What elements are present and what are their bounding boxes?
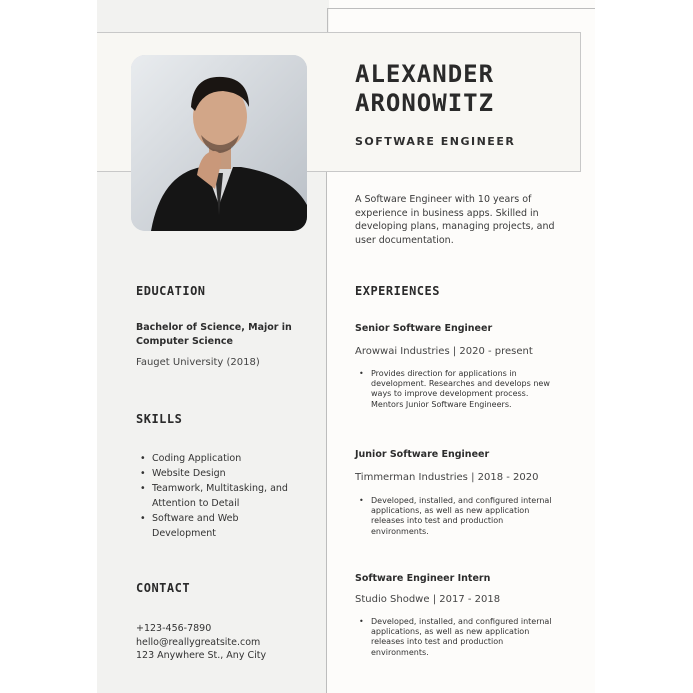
skill-item: • Software and Web Development bbox=[140, 511, 300, 541]
education-school: Fauget University (2018) bbox=[136, 357, 260, 368]
candidate-name bbox=[355, 60, 494, 118]
profile-summary: A Software Engineer with 10 years of experience in business apps. Skilled in developing plans, managing projects, and user documentation. bbox=[355, 194, 555, 246]
contact-block bbox=[136, 622, 266, 663]
left-column-top bbox=[97, 0, 329, 32]
left-column bbox=[97, 172, 327, 693]
job-bullet: • Provides direction for applications in development. Researches and develops new ways to improve development process. Mentors Junior Software Engineers. bbox=[359, 369, 554, 410]
profile-photo bbox=[131, 55, 307, 231]
job-title: Software Engineer Intern bbox=[355, 573, 491, 584]
skills-list bbox=[140, 451, 300, 541]
job-title: Senior Software Engineer bbox=[355, 323, 493, 334]
job-role: SOFTWARE ENGINEER bbox=[355, 135, 516, 148]
contact-phone: +123-456-7890 bbox=[136, 623, 212, 634]
skill-item: • Coding Application bbox=[140, 451, 300, 466]
job-bullets bbox=[359, 617, 554, 658]
skill-item: • Teamwork, Multitasking, and Attention to Detail bbox=[140, 481, 300, 511]
portrait-image bbox=[131, 55, 307, 231]
job-bullets bbox=[359, 496, 554, 537]
contact-email: hello@reallygreatsite.com bbox=[136, 636, 261, 648]
education-degree: Bachelor of Science, Major in Computer Science bbox=[136, 322, 292, 347]
education-heading: EDUCATION bbox=[136, 284, 206, 298]
contact-heading: CONTACT bbox=[136, 581, 191, 595]
name-last-line: ARONOWITZ bbox=[355, 89, 495, 117]
skill-item: • Website Design bbox=[140, 466, 300, 481]
job-bullet: • Developed, installed, and configured internal applications, as well as new application releases into test and production environments. bbox=[359, 496, 554, 537]
job-company-dates: Timmerman Industries | 2018 - 2020 bbox=[355, 472, 539, 483]
experiences-heading: EXPERIENCES bbox=[355, 284, 440, 298]
job-bullet: • Developed, installed, and configured internal applications, as well as new application releases into test and production environments. bbox=[359, 617, 554, 658]
job-company-dates: Studio Shodwe | 2017 - 2018 bbox=[355, 594, 501, 605]
job-bullets bbox=[359, 369, 554, 410]
skills-heading: SKILLS bbox=[136, 412, 183, 426]
job-company-dates: Arowwai Industries | 2020 - present bbox=[355, 346, 533, 357]
name-first-line: ALEXANDER bbox=[355, 60, 495, 88]
job-title: Junior Software Engineer bbox=[355, 449, 490, 460]
contact-address: 123 Anywhere St., Any City bbox=[136, 650, 267, 661]
